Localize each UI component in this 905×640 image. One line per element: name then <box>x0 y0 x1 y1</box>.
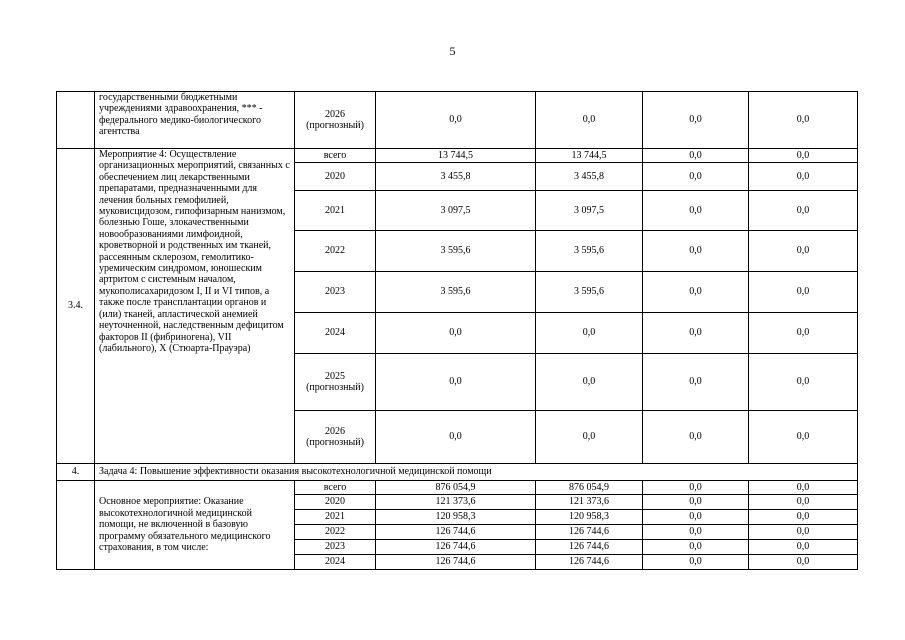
description-cell: государственными бюджетными учреждениями здравоохранения, *** - федерального медико-биологического агентства <box>95 92 295 149</box>
value-cell: 0,0 <box>643 354 749 411</box>
value-cell: 126 744,6 <box>536 555 643 570</box>
value-cell: 0,0 <box>536 411 643 464</box>
value-cell: 0,0 <box>749 92 858 149</box>
value-cell: 3 097,5 <box>376 191 536 231</box>
value-cell: 0,0 <box>643 231 749 272</box>
table-row <box>57 149 858 163</box>
value-cell: 0,0 <box>643 525 749 540</box>
funding-table <box>56 91 858 570</box>
year-cell: 2024 <box>295 555 376 570</box>
value-cell: 0,0 <box>643 495 749 510</box>
page-number: 5 <box>449 44 456 58</box>
row-number-cell <box>57 481 95 570</box>
year-cell: 2022 <box>295 525 376 540</box>
value-cell: 3 097,5 <box>536 191 643 231</box>
value-cell: 0,0 <box>749 411 858 464</box>
value-cell: 0,0 <box>376 411 536 464</box>
year-cell: 2024 <box>295 313 376 354</box>
value-cell: 0,0 <box>643 510 749 525</box>
value-cell: 121 373,6 <box>376 495 536 510</box>
value-cell: 0,0 <box>643 313 749 354</box>
year-cell: 2020 <box>295 495 376 510</box>
value-cell: 0,0 <box>536 354 643 411</box>
value-cell: 0,0 <box>536 313 643 354</box>
year-cell: 2022 <box>295 231 376 272</box>
value-cell: 0,0 <box>643 555 749 570</box>
value-cell: 0,0 <box>749 540 858 555</box>
value-cell: 0,0 <box>749 510 858 525</box>
value-cell: 120 958,3 <box>536 510 643 525</box>
value-cell: 0,0 <box>643 191 749 231</box>
value-cell: 126 744,6 <box>376 525 536 540</box>
year-cell: 2026 (прогнозный) <box>295 92 376 149</box>
value-cell: 126 744,6 <box>536 525 643 540</box>
value-cell: 0,0 <box>749 354 858 411</box>
value-cell: 0,0 <box>749 525 858 540</box>
value-cell: 3 595,6 <box>376 272 536 313</box>
value-cell: 0,0 <box>749 191 858 231</box>
value-cell: 876 054,9 <box>536 481 643 495</box>
value-cell: 121 373,6 <box>536 495 643 510</box>
value-cell: 0,0 <box>749 149 858 163</box>
year-cell: 2025 (прогнозный) <box>295 354 376 411</box>
description-cell: Мероприятие 4: Осуществление организационных мероприятий, связанных с обеспечением лиц лекарственными препаратами, предназначенными для лечения больных гемофилией, муковисцидозом, гипофизарным нанизмом, болезнью Гоше, злокачественными новообразованиями лимфоидной, кроветворной и родственных им тканей, рассеянным склерозом, гемолитико-уремическим синдромом, юношеским артритом с системным началом, мукополисахаридозом I, II и VI типов, а также после трансплантации органов и (или) тканей, апластической анемией неуточненной, наследственным дефицитом факторов II (фибриногена), VII (лабильного), X (Стюарта-Прауэра) <box>95 149 295 464</box>
value-cell: 3 455,8 <box>376 163 536 191</box>
year-cell: всего <box>295 481 376 495</box>
value-cell: 0,0 <box>643 272 749 313</box>
year-cell: всего <box>295 149 376 163</box>
task-heading-cell: Задача 4: Повышение эффективности оказания высокотехнологичной медицинской помощи <box>95 464 858 481</box>
year-cell: 2023 <box>295 272 376 313</box>
value-cell: 0,0 <box>749 231 858 272</box>
value-cell: 13 744,5 <box>536 149 643 163</box>
year-cell: 2023 <box>295 540 376 555</box>
value-cell: 0,0 <box>376 92 536 149</box>
value-cell: 0,0 <box>643 481 749 495</box>
value-cell: 0,0 <box>643 149 749 163</box>
value-cell: 0,0 <box>749 481 858 495</box>
value-cell: 0,0 <box>643 163 749 191</box>
value-cell: 0,0 <box>749 163 858 191</box>
table-row <box>57 464 858 481</box>
value-cell: 0,0 <box>643 411 749 464</box>
value-cell: 126 744,6 <box>376 540 536 555</box>
row-number-cell: 4. <box>57 464 95 481</box>
value-cell: 0,0 <box>536 92 643 149</box>
value-cell: 3 595,6 <box>376 231 536 272</box>
value-cell: 3 595,6 <box>536 231 643 272</box>
row-number-cell <box>57 92 95 149</box>
table-row <box>57 92 858 149</box>
value-cell: 126 744,6 <box>376 555 536 570</box>
value-cell: 0,0 <box>643 540 749 555</box>
value-cell: 0,0 <box>749 555 858 570</box>
value-cell: 3 455,8 <box>536 163 643 191</box>
value-cell: 3 595,6 <box>536 272 643 313</box>
value-cell: 0,0 <box>376 354 536 411</box>
year-cell: 2020 <box>295 163 376 191</box>
value-cell: 0,0 <box>749 495 858 510</box>
row-number-cell: 3.4. <box>57 149 95 464</box>
description-cell: Основное мероприятие: Оказание высокотехнологичной медицинской помощи, не включенной в базовую программу обязательного медицинского страхования, в том числе: <box>95 481 295 570</box>
year-cell: 2021 <box>295 191 376 231</box>
value-cell: 0,0 <box>376 313 536 354</box>
year-cell: 2021 <box>295 510 376 525</box>
value-cell: 0,0 <box>749 313 858 354</box>
table-row <box>57 481 858 495</box>
year-cell: 2026 (прогнозный) <box>295 411 376 464</box>
value-cell: 13 744,5 <box>376 149 536 163</box>
value-cell: 126 744,6 <box>536 540 643 555</box>
value-cell: 0,0 <box>749 272 858 313</box>
value-cell: 0,0 <box>643 92 749 149</box>
value-cell: 876 054,9 <box>376 481 536 495</box>
value-cell: 120 958,3 <box>376 510 536 525</box>
